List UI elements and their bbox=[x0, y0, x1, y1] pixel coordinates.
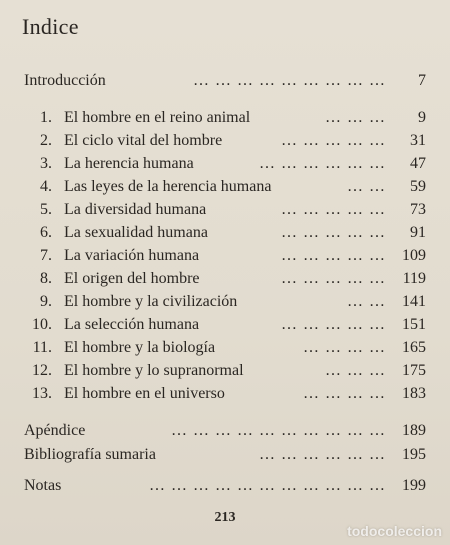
chapter-title: El hombre y lo supranormal bbox=[64, 362, 244, 379]
leader-dots: … … … … … … bbox=[259, 446, 386, 463]
entry-page-number: 7 bbox=[418, 72, 426, 89]
chapter-number: 5. bbox=[40, 201, 52, 218]
chapter-title: Las leyes de la herencia humana bbox=[64, 178, 272, 195]
chapter-number: 7. bbox=[40, 247, 52, 264]
chapter-page-number: 47 bbox=[410, 155, 426, 172]
entry-page-number: 195 bbox=[402, 446, 426, 463]
chapter-title: La diversidad humana bbox=[64, 201, 207, 218]
chapter-title: El hombre en el universo bbox=[64, 385, 225, 402]
toc-entry-chapter-5 bbox=[24, 199, 426, 221]
toc-entry-notas bbox=[24, 475, 426, 497]
chapter-page-number: 59 bbox=[410, 178, 426, 195]
chapter-number: 9. bbox=[40, 293, 52, 310]
leader-dots: … … … … … … bbox=[259, 155, 386, 172]
leader-dots: … … … … … … … … … … … bbox=[149, 477, 386, 494]
chapter-number: 6. bbox=[40, 224, 52, 241]
leader-dots: … … … … … … … … … bbox=[193, 72, 386, 89]
toc-entry-chapter-13 bbox=[24, 383, 426, 405]
chapter-title: El hombre y la civilización bbox=[64, 293, 238, 310]
chapter-number: 10. bbox=[32, 316, 52, 333]
toc-entry-chapter-2 bbox=[24, 130, 426, 152]
chapter-number: 4. bbox=[40, 178, 52, 195]
chapter-number: 8. bbox=[40, 270, 52, 287]
toc-entry-apendice bbox=[24, 420, 426, 442]
watermark-logo: todocoleccion bbox=[347, 523, 442, 539]
toc-entry-bibliografia bbox=[24, 444, 426, 466]
entry-title: Introducción bbox=[24, 72, 106, 89]
chapter-number: 13. bbox=[32, 385, 52, 402]
toc-entry-introduccion bbox=[24, 70, 426, 92]
chapter-page-number: 165 bbox=[402, 339, 426, 356]
entry-page-number: 199 bbox=[402, 477, 426, 494]
chapter-page-number: 9 bbox=[418, 109, 426, 126]
toc-entry-chapter-9 bbox=[24, 291, 426, 313]
chapter-title: El ciclo vital del hombre bbox=[64, 132, 223, 149]
toc-entry-chapter-6 bbox=[24, 222, 426, 244]
chapter-title: El origen del hombre bbox=[64, 270, 200, 287]
entry-title: Bibliografía sumaria bbox=[24, 446, 156, 463]
leader-dots: … … … bbox=[325, 362, 386, 379]
entry-title: Notas bbox=[24, 477, 62, 494]
entry-title: Apéndice bbox=[24, 422, 86, 439]
chapter-page-number: 175 bbox=[402, 362, 426, 379]
chapter-title: La variación humana bbox=[64, 247, 200, 264]
leader-dots: … … … … … bbox=[281, 201, 386, 218]
chapter-page-number: 183 bbox=[402, 385, 426, 402]
chapter-title: La sexualidad humana bbox=[64, 224, 208, 241]
leader-dots: … … … … … … … … … … bbox=[171, 422, 386, 439]
chapter-title: La selección humana bbox=[64, 316, 200, 333]
toc-entry-chapter-12 bbox=[24, 360, 426, 382]
leader-dots: … … … … … bbox=[281, 270, 386, 287]
chapter-page-number: 151 bbox=[402, 316, 426, 333]
leader-dots: … … bbox=[347, 178, 386, 195]
leader-dots: … … … … … bbox=[281, 132, 386, 149]
chapter-page-number: 141 bbox=[402, 293, 426, 310]
leader-dots: … … … … bbox=[303, 385, 386, 402]
leader-dots: … … … … … bbox=[281, 224, 386, 241]
leader-dots: … … … bbox=[325, 109, 386, 126]
leader-dots: … … … … … bbox=[281, 247, 386, 264]
leader-dots: … … … … … bbox=[281, 316, 386, 333]
index-heading: Indice bbox=[22, 14, 79, 39]
chapter-title: El hombre en el reino animal bbox=[64, 109, 251, 126]
chapter-number: 11. bbox=[32, 339, 52, 356]
toc-entry-chapter-11 bbox=[24, 337, 426, 359]
chapter-page-number: 31 bbox=[410, 132, 426, 149]
chapter-page-number: 109 bbox=[402, 247, 426, 264]
toc-entry-chapter-7 bbox=[24, 245, 426, 267]
toc-entry-chapter-4 bbox=[24, 176, 426, 198]
chapter-number: 12. bbox=[32, 362, 52, 379]
chapter-page-number: 119 bbox=[402, 270, 426, 287]
toc-entry-chapter-1 bbox=[24, 107, 426, 129]
entry-page-number: 189 bbox=[402, 422, 426, 439]
chapter-number: 2. bbox=[40, 132, 52, 149]
toc-entry-chapter-3 bbox=[24, 153, 426, 175]
chapter-number: 1. bbox=[40, 109, 52, 126]
chapter-number: 3. bbox=[40, 155, 52, 172]
toc-entry-chapter-10 bbox=[24, 314, 426, 336]
chapter-title: El hombre y la biología bbox=[64, 339, 216, 356]
page-folio-number: 213 bbox=[214, 510, 236, 525]
chapter-page-number: 73 bbox=[410, 201, 426, 218]
leader-dots: … … bbox=[347, 293, 386, 310]
leader-dots: … … … … bbox=[303, 339, 386, 356]
chapter-title: La herencia humana bbox=[64, 155, 194, 172]
chapter-page-number: 91 bbox=[410, 224, 426, 241]
toc-entry-chapter-8 bbox=[24, 268, 426, 290]
